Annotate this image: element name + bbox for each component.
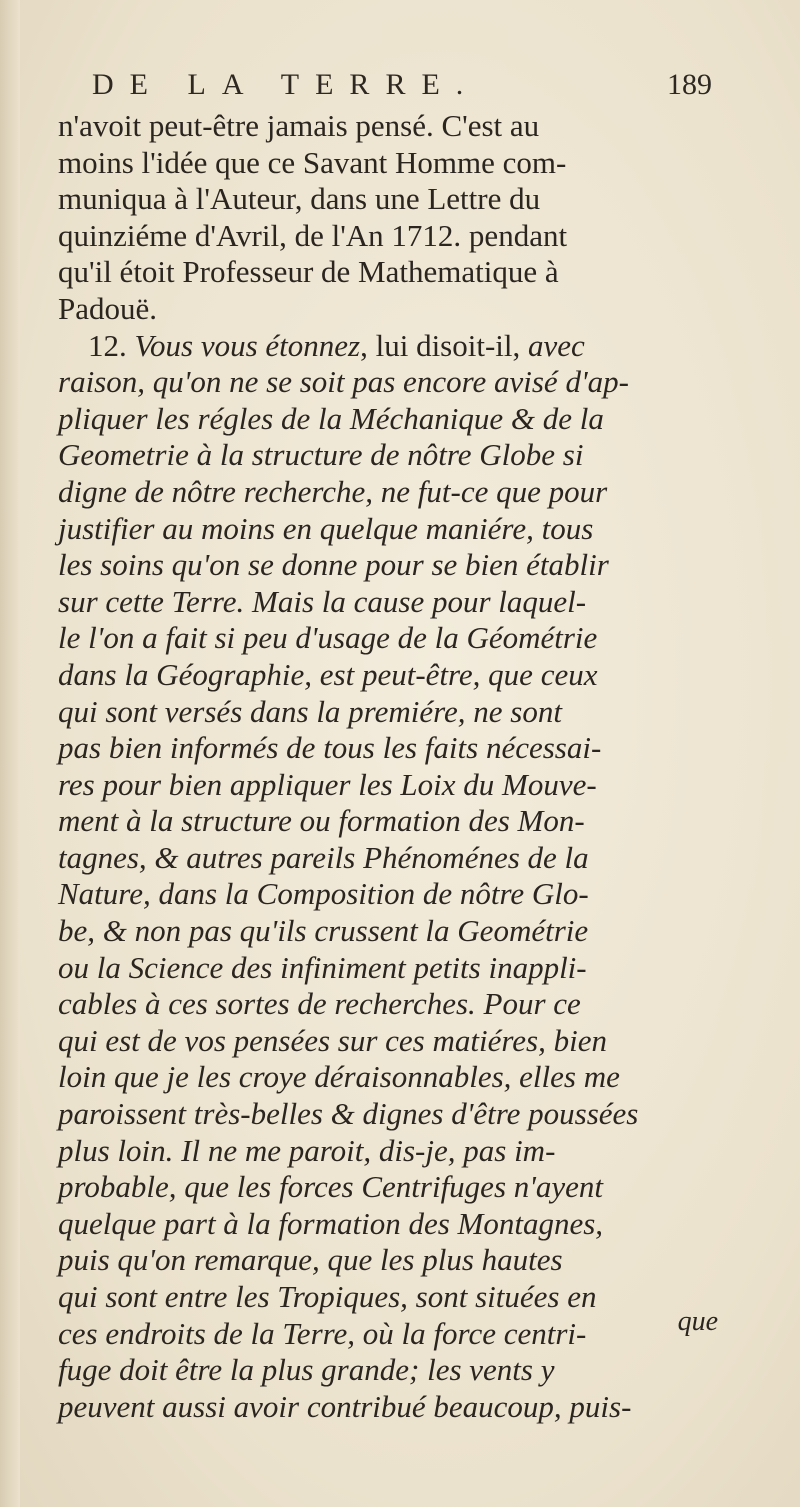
text-line: qui est de vos pensées sur ces matiéres, bien — [58, 1022, 607, 1058]
body-text — [58, 108, 770, 1425]
text-line: Padouë. — [58, 290, 158, 326]
text-line: moins l'idée que ce Savant Homme com- — [58, 144, 567, 180]
text-line: pliquer les régles de la Méchanique & de la — [58, 400, 604, 436]
text-line: les soins qu'on se donne pour se bien établir — [58, 547, 609, 583]
text-line: ces endroits de la Terre, où la force centri- — [58, 1315, 587, 1351]
text-line: paroissent très-belles & dignes d'être poussées — [58, 1096, 639, 1132]
text-line: be, & non pas qu'ils crussent la Geométrie — [58, 913, 589, 949]
text-line: probable, que les forces Centrifuges n'ayent — [58, 1169, 604, 1205]
text-line: peuvent aussi avoir contribué beaucoup, puis- — [58, 1388, 632, 1424]
text-line: le l'on a fait si peu d'usage de la Géométrie — [58, 620, 598, 656]
text-line: Geometrie à la structure de nôtre Globe si — [58, 437, 584, 473]
running-title: DE LA TERRE. — [92, 68, 480, 101]
text-line: quelque part à la formation des Montagnes, — [58, 1205, 604, 1241]
narration: , lui disoit-il, — [360, 327, 529, 363]
text-line: qu'il étoit Professeur de Mathematique à — [58, 254, 559, 290]
text-line: fuge doit être la plus grande; les vents y — [58, 1352, 555, 1388]
text-line: digne de nôtre recherche, ne fut-ce que pour — [58, 473, 608, 509]
text-line: res pour bien appliquer les Loix du Mouve- — [58, 766, 597, 802]
text-line: pas bien informés de tous les faits nécessai- — [58, 730, 602, 766]
text-line — [58, 328, 770, 365]
text-line: n'avoit peut-être jamais pensé. C'est au — [58, 108, 540, 143]
text-line: dans la Géographie, est peut-être, que ceux — [58, 656, 598, 692]
text-line: raison, qu'on ne se soit pas encore avisé d'ap- — [58, 364, 629, 400]
page-number: 189 — [667, 68, 712, 101]
text-line: justifier au moins en quelque maniére, tous — [58, 510, 594, 546]
text-line: cables à ces sortes de recherches. Pour ce — [58, 986, 581, 1022]
text-line: loin que je les croye déraisonnables, elles me — [58, 1059, 620, 1095]
text-line: ou la Science des infiniment petits inappli- — [58, 949, 587, 985]
text-line: puis qu'on remarque, que les plus hautes — [58, 1242, 563, 1278]
running-header — [92, 68, 712, 108]
text-line: tagnes, & autres pareils Phénoménes de la — [58, 839, 589, 875]
catchword: que — [677, 1306, 718, 1337]
text-line: muniqua à l'Auteur, dans une Lettre du — [58, 181, 541, 217]
text-line: qui sont versés dans la premiére, ne sont — [58, 693, 562, 729]
quote-continue: avec — [528, 327, 585, 363]
paragraph-number: 12. — [88, 327, 135, 363]
text-line: plus loin. Il ne me paroit, dis-je, pas im- — [58, 1132, 556, 1168]
page-gutter-shadow — [0, 0, 20, 1507]
text-line: Nature, dans la Composition de nôtre Glo- — [58, 876, 589, 912]
quote-start: Vous vous étonnez — [134, 327, 361, 363]
text-line: qui sont entre les Tropiques, sont situées en — [58, 1279, 597, 1314]
text-line: quinziéme d'Avril, de l'An 1712. pendant — [58, 217, 568, 253]
text-line: sur cette Terre. Mais la cause pour laquel- — [58, 583, 587, 619]
text-line: ment à la structure ou formation des Mon- — [58, 803, 585, 839]
